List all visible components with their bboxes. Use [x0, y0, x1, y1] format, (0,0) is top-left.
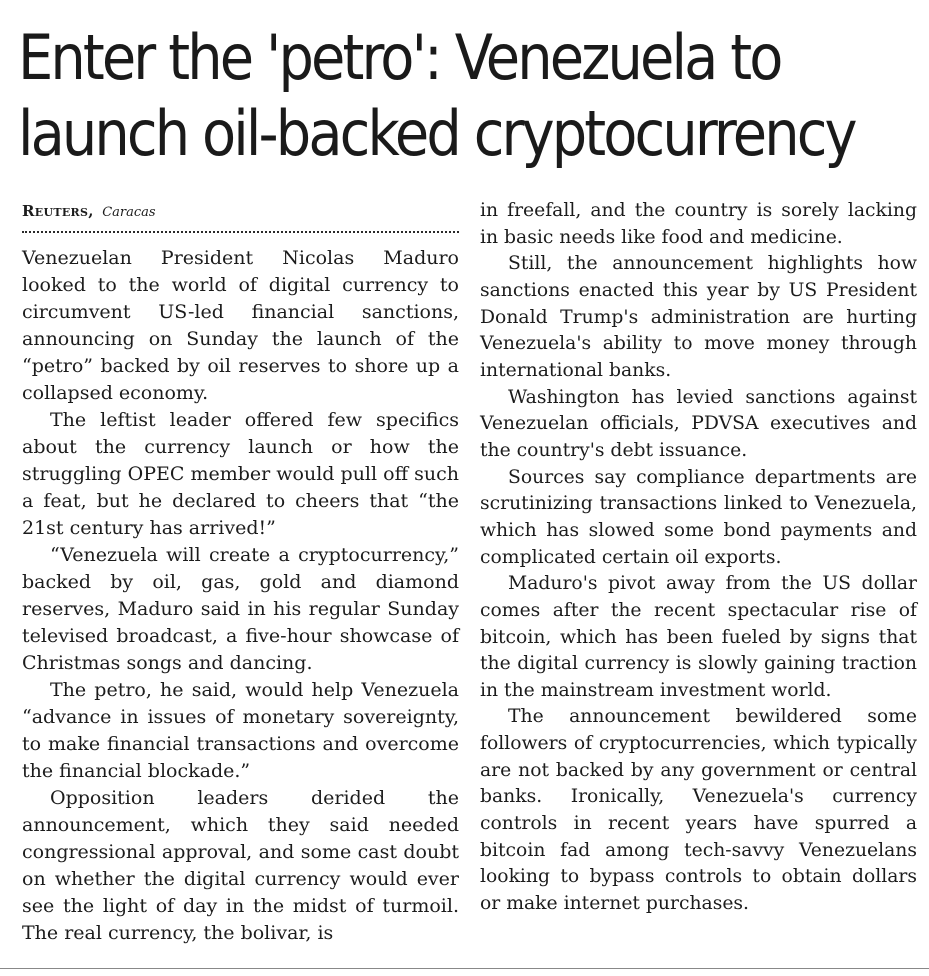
paragraph: Venezuelan President Nicolas Maduro looked to the world of digital currency to circumvent US-led financial sanctions, announcing on Sunday the launch of the “petro” backed by oil reserves to shore up a collapsed economy. — [22, 247, 459, 404]
paragraph: Maduro's pivot away from the US dollar comes after the recent spectacular rise of bitcoin, which has been fueled by signs that the digital currency is slowly gaining traction in the mainstream investment world. — [480, 573, 917, 701]
paragraph: in freefall, and the country is sorely lacking in basic needs like food and medicine. — [480, 200, 917, 248]
paragraph: Sources say compliance departments are scrutinizing transactions linked to Venezuela, which has slowed some bond payments and complicated certain oil exports. — [480, 466, 917, 568]
paragraph: Opposition leaders derided the announcement, which they said needed congressional approval, and some cast doubt on whether the digital currency would ever see the light of day in the midst of turmoil. The real currency, the bolivar, is — [22, 787, 459, 944]
paragraph: “Venezuela will create a cryptocurrency,” backed by oil, gas, gold and diamond reserves, Maduro said in his regular Sunday televised broadcast, a five-hour showcase of Christmas songs and dancing. — [22, 544, 459, 674]
paragraph: Washington has levied sanctions against Venezuelan officials, PDVSA executives and the country's debt issuance. — [480, 386, 917, 461]
paragraph: The leftist leader offered few specifics about the currency launch or how the struggling OPEC member would pull off such a feat, but he declared to cheers that “the 21st century has arrived!” — [22, 409, 459, 539]
byline-location: Caracas — [102, 205, 156, 220]
paragraph: Still, the announcement highlights how sanctions enacted this year by US President Donald Trump's administration are hurting Venezuela's ability to move money through international banks. — [480, 253, 917, 381]
headline-line-2: launch oil-backed cryptocurrency — [18, 97, 855, 170]
dotted-divider — [22, 231, 459, 233]
paragraph: The announcement bewildered some followers of cryptocurrencies, which typically are not backed by any government or central banks. Ironically, Venezuela's currency controls in recent years have spurred a bitcoin fad among tech-savvy Venezuelans looking to bypass controls to obtain dollars or make internet purchases. — [480, 706, 917, 915]
article-column-left — [22, 198, 459, 947]
article-column-right — [480, 198, 917, 918]
bottom-rule — [0, 968, 929, 969]
headline — [18, 20, 855, 172]
headline-line-1: Enter the 'petro': Venezuela to — [18, 21, 781, 94]
paragraph: The petro, he said, would help Venezuela “advance in issues of monetary sovereignty, to make financial transactions and overcome the financial blockade.” — [22, 679, 459, 782]
byline-agency: Reuters, — [22, 202, 94, 220]
byline — [22, 198, 459, 225]
